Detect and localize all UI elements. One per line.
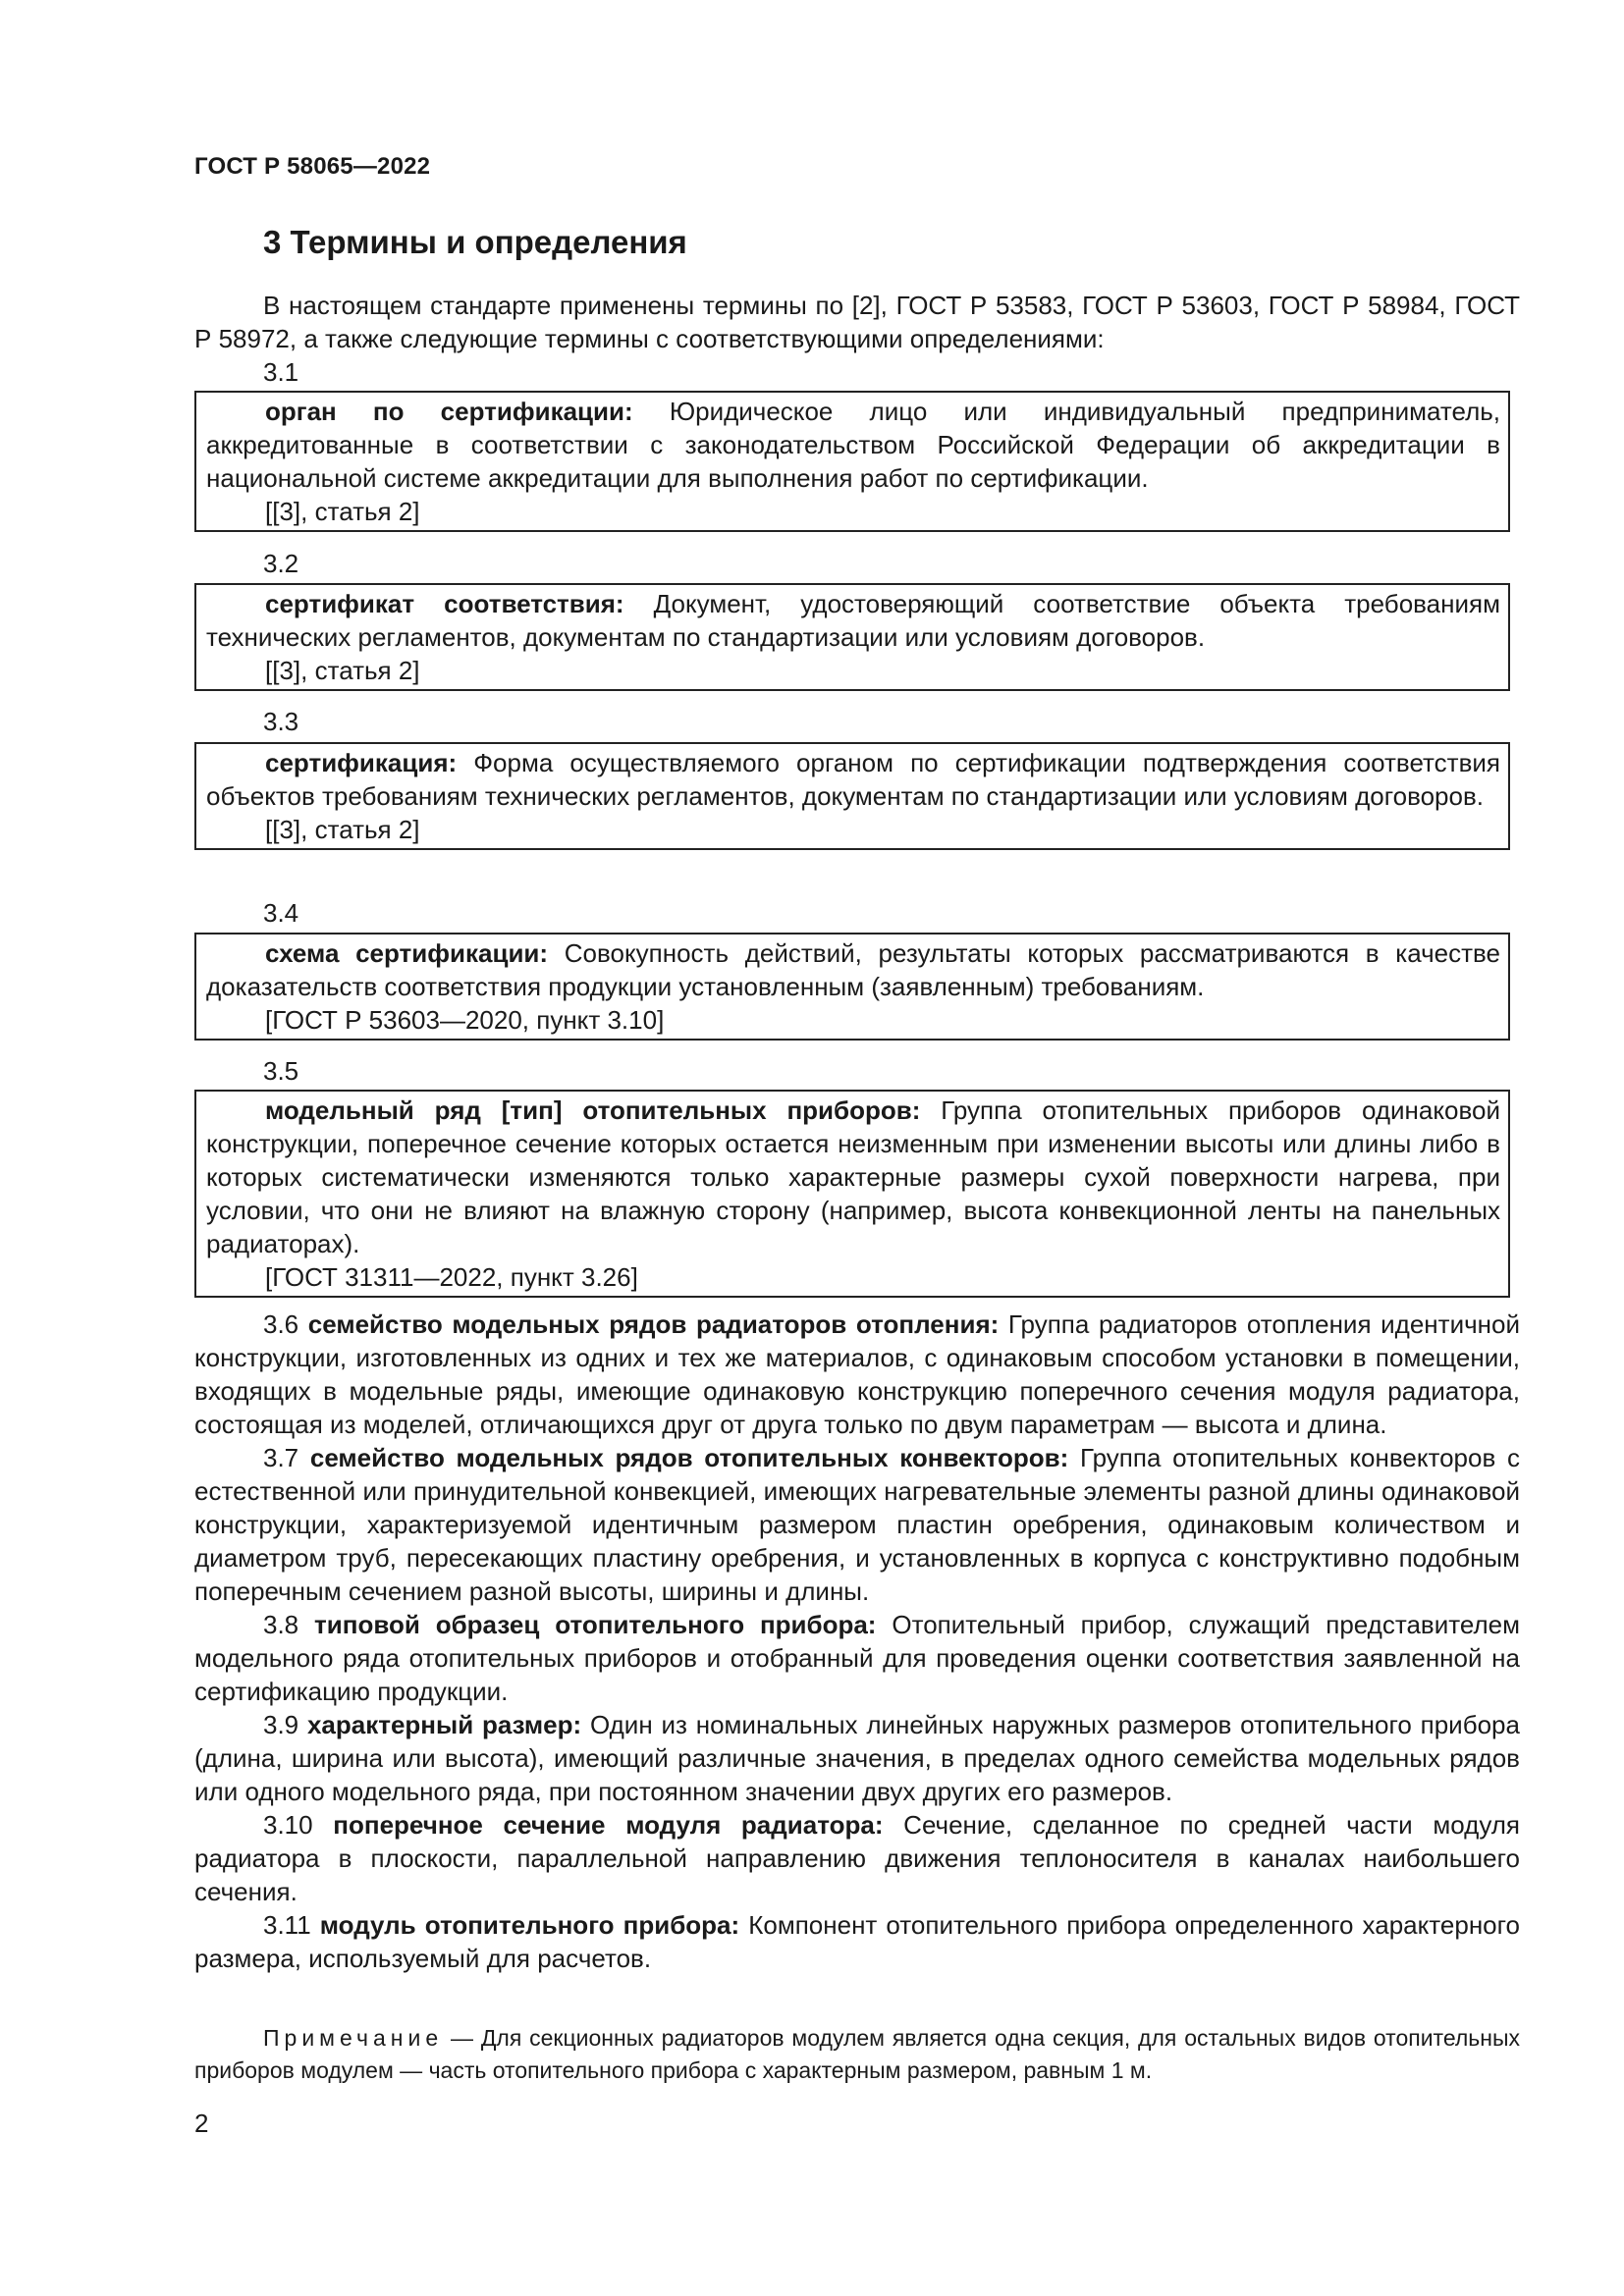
term-name: схема сертификации: — [265, 938, 549, 968]
note-label: Примечание — [263, 2025, 444, 2051]
term-number: 3.4 — [263, 898, 299, 928]
term-definition: Один из номинальных линейных наружных размеров отопительного прибора (длина, ширина или высота), имеющий различные значения, в пределах одного семейства модельных рядов или одного модельного ряда, при постоянном значении двух других его размеров. — [194, 1710, 1520, 1806]
term-source: [[3], статья 2] — [265, 815, 420, 844]
term-box — [194, 742, 1510, 850]
term-definition: Группа отопительных конвекторов с естественной или принудительной конвекцией, имеющих нагревательные элементы разной длины одинаковой конструкции, характеризуемой идентичным размером пластин оребрения, одинаковым количеством и диаметром труб, пересекающих пластину оребрения, и установленных в корпуса с конструктивно подобным поперечным сечением разной высоты, ширины и длины. — [194, 1443, 1520, 1606]
term-definition: Юридическое лицо или индивидуальный предприниматель, аккредитованные в соответствии с законодательством Российской Федерации об аккредитации в национальной системе аккредитации для выполнения работ по сертификации. — [206, 397, 1501, 493]
term-name: сертификация: — [265, 748, 458, 777]
term-definition: Отопительный прибор, служащий представителем модельного ряда отопительных приборов и отобранный для проведения оценки соответствия заявленной на сертификацию продукции. — [194, 1610, 1520, 1706]
term-box — [194, 933, 1510, 1041]
note — [194, 2022, 1520, 2087]
term-definition: Форма осуществляемого органом по сертификации подтверждения соответствия объектов требованиям технических регламентов, документам по стандартизации или условиям договоров. — [206, 748, 1500, 811]
term-source: [ГОСТ 31311—2022, пункт 3.26] — [265, 1262, 638, 1292]
term-number: 3.1 — [263, 357, 299, 387]
term-source: [ГОСТ Р 53603—2020, пункт 3.10] — [265, 1005, 665, 1035]
term-definition: Группа отопительных приборов одинаковой конструкции, поперечное сечение которых остается неизменным при изменении высоты или длины либо в которых систематически изменяются только характерные размеры сухой поверхности нагрева, при условии, что они не влияют на влажную сторону (например, высота конвекционной ленты на панельных радиаторах). — [206, 1095, 1500, 1258]
term-box — [194, 391, 1510, 532]
section-title: 3 Термины и определения — [263, 224, 687, 260]
document-code: ГОСТ Р 58065—2022 — [194, 153, 431, 180]
term-paragraph: 3.8 типовой образец отопительного прибора: Отопительный прибор, служащий представителем модельного ряда отопительных приборов и отобранный для проведения оценки соответствия заявленной на сертификацию продукции. — [194, 1610, 1520, 1706]
term-number: 3.3 — [263, 707, 299, 736]
term-definition: Сечение, сделанное по средней части модуля радиатора в плоскости, параллельной направлению движения теплоносителя в каналах наибольшего сечения. — [194, 1810, 1520, 1906]
term-number: 3.2 — [263, 549, 299, 578]
term-number: 3.5 — [263, 1056, 299, 1086]
term-paragraph: 3.11 модуль отопительного прибора: Компонент отопительного прибора определенного характерного размера, используемый для расчетов. — [194, 1910, 1521, 1973]
intro-paragraph: В настоящем стандарте применены термины по [2], ГОСТ Р 53583, ГОСТ Р 53603, ГОСТ Р 58984, ГОСТ Р 58972, а также следующие термины с соответствующими определениями: — [194, 291, 1520, 353]
page-number: 2 — [194, 2109, 209, 2138]
term-name: типовой образец отопительного прибора: — [314, 1610, 877, 1639]
term-name: модельный ряд [тип] отопительных приборов: — [265, 1095, 921, 1125]
term-definition: Компонент отопительного прибора определенного характерного размера, используемый для расчетов. — [194, 1910, 1521, 1973]
term-box — [194, 583, 1510, 691]
term-name: орган по сертификации: — [265, 397, 633, 426]
term-paragraph: 3.10 поперечное сечение модуля радиатора: Сечение, сделанное по средней части модуля радиатора в плоскости, параллельной направлению движения теплоносителя в каналах наибольшего сечения. — [194, 1810, 1520, 1906]
term-name: семейство модельных рядов отопительных конвекторов: — [309, 1443, 1069, 1472]
term-name: характерный размер: — [306, 1710, 582, 1739]
term-paragraph: 3.6 семейство модельных рядов радиаторов отопления: Группа радиаторов отопления идентичной конструкции, изготовленных из одних и тех же материалов, с одинаковым способом установки в помещении, входящих в модельные ряды, имеющие одинаковую конструкцию поперечного сечения модуля радиатора, состоящая из моделей, отличающихся друг от друга только по двум параметрам — высота и длина. — [194, 1309, 1520, 1439]
term-paragraph: 3.9 характерный размер: Один из номинальных линейных наружных размеров отопительного прибора (длина, ширина или высота), имеющий различные значения, в пределах одного семейства модельных рядов или одного модельного ряда, при постоянном значении двух других его размеров. — [194, 1710, 1520, 1806]
term-name: поперечное сечение модуля радиатора: — [333, 1810, 884, 1840]
note-text: — Для секционных радиаторов модулем является одна секция, для остальных видов отопительных приборов модулем — часть отопительного прибора с характерным размером, равным 1 м. — [194, 2025, 1520, 2083]
term-source: [[3], статья 2] — [265, 497, 420, 526]
term-name: модуль отопительного прибора: — [319, 1910, 740, 1940]
terms-list — [194, 1308, 1520, 1975]
term-definition: Совокупность действий, результаты которых рассматриваются в качестве доказательств соответствия продукции установленным (заявленным) требованиям. — [206, 938, 1500, 1001]
term-definition: Документ, удостоверяющий соответствие объекта требованиям технических регламентов, документам по стандартизации или условиям договоров. — [206, 589, 1500, 652]
term-name: семейство модельных рядов радиаторов отопления: — [307, 1309, 1000, 1339]
term-source: [[3], статья 2] — [265, 656, 420, 685]
term-definition: Группа радиаторов отопления идентичной конструкции, изготовленных из одних и тех же материалов, с одинаковым способом установки в помещении, входящих в модельные ряды, имеющие одинаковую конструкцию поперечного сечения модуля радиатора, состоящая из моделей, отличающихся друг от друга только по двум параметрам — высота и длина. — [194, 1309, 1520, 1439]
term-name: сертификат соответствия: — [265, 589, 624, 618]
term-box — [194, 1090, 1510, 1298]
term-paragraph: 3.7 семейство модельных рядов отопительных конвекторов: Группа отопительных конвекторов с естественной или принудительной конвекцией, имеющих нагревательные элементы разной длины одинаковой конструкции, характеризуемой идентичным размером пластин оребрения, одинаковым количеством и диаметром труб, пересекающих пластину оребрения, и установленных в корпуса с конструктивно подобным поперечным сечением разной высоты, ширины и длины. — [194, 1443, 1520, 1606]
